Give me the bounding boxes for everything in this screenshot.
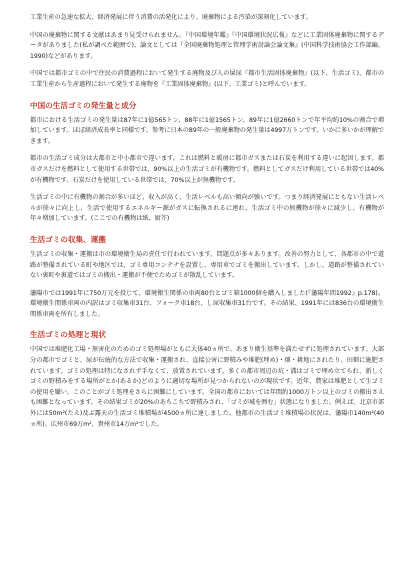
section1-paragraph-3: 生活ゴミの中に有機物の割合が多いほど、収入が高く、生活レベルも高い傾向が強いです。つまり経済発展にともない生活レベルが徐々に向上し、生活で使用するエネルギー源がガスに転換されるに連れ、生活ゴミ中の無機物が徐々に減少し、有機物が年々増加しています。(ここでの有機物は紙、厨芥) bbox=[30, 194, 384, 223]
section-heading-generation: 中国の生活ゴミの発生量と成分 bbox=[30, 100, 137, 110]
section1-paragraph-2: 都市の生活ゴミ成分は大都市と中小都市で違います。これは燃料と暖房に都市ガスまたは石炭を利用する違いに起因します。都市ガスだけを燃料として使用する世帯では、90%以上の生活ゴミが有機物です。燃料としてガスだけ利用している世帯では40%が有機物です。石炭だけを使用している世帯では、70%以上が無機物です。 bbox=[30, 155, 384, 184]
section1-paragraph-1: 都市における生活ゴミの発生量は87年に1億565トン、88年に1億1565トン、89年に1億2660トンで年平均約10%の割合で増加しています。ほぼ経済成長率と同様です。参考に日本の89年の一般廃棄物の発生量は4997万トンです。いかに多いかが理解できます。 bbox=[30, 116, 384, 145]
section-heading-processing: 生活ゴミの処理と現状 bbox=[30, 330, 106, 340]
section2-paragraph-2: 瀋陽市では1991年に750万元を投じて、環境衛生関係の車両80台とゴミ箱1000個を購入しました(『瀋陽年間1992』p.178)。環境衛生関係車両の内訳はゴミ収集車31台、フォーク車18台、し尿収集車31台です。その結果、1991年には836台の環境衛生関係車両を所有しました。 bbox=[30, 289, 384, 318]
intro-paragraph-3: 中国では都市ゴミの中で住民の消費過程において発生する廃物及び人の屎尿『都市生活固体廃棄物』(以下、生活ゴミ)、都市の工業生産から生産過程において発生する廃物を『工業固体廃棄物』(以下、工業ゴミ)と呼んでいます。 bbox=[30, 70, 384, 88]
section2-paragraph-1: 生活ゴミの収集・運搬は市の環境衛生局の責任で行われています。問題点が多々あります。改善の努力として、各都市の中で道路が整備されている町や地区では、ゴミ専用コンテナを設置し、専用車でゴミを搬出しています。しかし、道路が整備されていない裏町や裏道ではゴミの搬出・運搬が不便でためゴミが散乱しています。 bbox=[30, 250, 384, 280]
intro-paragraph-1: 工業生産の急速な拡大、経済発展に伴う消費の活発化により、廃棄物による汚染が深刻化しています。 bbox=[30, 14, 312, 21]
intro-paragraph-2: 中国の廃棄物に関する文献はあまり見受けられません。『中国環境年鑑』『中国環境状況広報』などに工業固体廃棄物に関するデータがありました(私が調べた範囲で)。論文としては『全国廃棄物処理と管理学術討論会論文集』(中国科学技術協会工作部編、1990)などがあります。 bbox=[30, 31, 384, 60]
section3-paragraph-1: 中国では堆肥化工場・無害化のためのゴミ処理場がともに大体40ヵ所で、あまり衛生基準を満たせずに処理されています。大部分の都市でゴミと、尿が伝統的な方法で収集・運搬され、直接公害に野積みや堆肥(埋め)・畑・耕地にされたり、田畑に施肥されています。ゴミの処理は特になされず手なくて、放置されています。多くの都市周辺の坑・溝はゴミで埋め立てられ、新しくゴミの野積みをする場所がとか(あるか)どのように適切な場所が見つかられないのが現状です。近年、農家は堆肥として生ゴミの使用を嫌い、このことがゴミ処理をさらに困難にしています。全国の都市においては年間約1000万トン以上のゴミの搬出さえも困難となっています。その結果ゴミが20%のあちこちで野積みされ、「ゴミが城を囲む」状態になりました。例えば、北京市郊外には50m²(たえ)及ぶ露天の生活ゴミ堆積場が4500ヵ所に達しました。他都市の生活ゴミ堆積場の状況は、瀋陽市140m²(40ヵ所)、広州市69万m²、貴州市14万m²でした。 bbox=[30, 346, 385, 428]
section-heading-collection: 生活ゴミの収集、運搬 bbox=[30, 234, 106, 244]
